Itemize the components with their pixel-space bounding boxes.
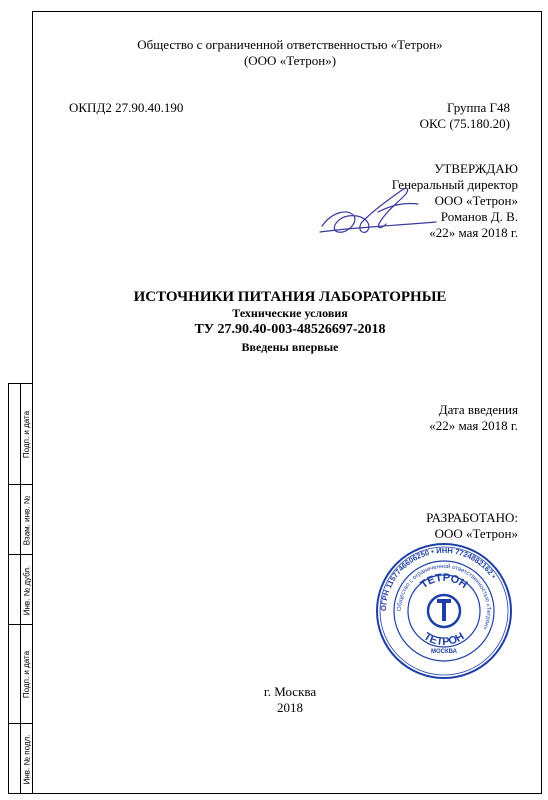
- side-label-signature-date-1: [21, 384, 33, 485]
- group-code: Группа Г48: [447, 100, 510, 115]
- document-number: ТУ 27.90.40-003-48526697-2018: [194, 322, 386, 337]
- intro-date-label: Дата введения: [438, 402, 518, 417]
- footer-city: г. Москва: [263, 684, 317, 699]
- footer-year: 2018: [277, 700, 303, 715]
- side-label-signature-date-2: [21, 625, 33, 724]
- org-name: Общество с ограниченной ответственностью «Тетрон»: [137, 37, 443, 52]
- seal-inner-text: Общество с ограниченной ответственностью «Тетрон»: [396, 563, 492, 631]
- seal-city: МОСКВА: [430, 649, 458, 655]
- document-title: ИСТОЧНИКИ ПИТАНИЯ ЛАБОРАТОРНЫЕ: [133, 289, 447, 305]
- side-label-duplicate: [21, 555, 33, 625]
- document-subtitle: Технические условия: [232, 306, 348, 320]
- approval-position: Генеральный директор: [391, 177, 518, 192]
- svg-text:ТЕТРОН: [418, 572, 469, 591]
- side-label-text: Подп. и дата: [22, 410, 32, 459]
- developed-org: ООО «Тетрон»: [434, 526, 518, 541]
- side-strip: [8, 383, 32, 794]
- signature-image: [318, 182, 438, 244]
- intro-date-value: «22» мая 2018 г.: [429, 418, 518, 433]
- developed-label: РАЗРАБОТАНО:: [426, 510, 518, 525]
- side-label-replacement: [21, 485, 33, 555]
- approval-name: Романов Д. В.: [440, 209, 518, 224]
- approval-date: «22» мая 2018 г.: [429, 225, 518, 240]
- side-label-text: Взам. инв. №: [22, 495, 32, 545]
- org-short-name: (ООО «Тетрон»): [243, 53, 337, 68]
- seal-center-bottom: ТЕТРОН: [421, 630, 467, 649]
- document-intro-note: Введены впервые: [241, 340, 339, 354]
- svg-text:ТЕТРОН: [422, 630, 467, 648]
- side-label-text: Подп. и дата: [22, 650, 32, 699]
- side-label-text: Инв. № подл.: [22, 734, 32, 785]
- company-seal: [374, 541, 514, 681]
- seal-center-top: ТЕТРОН: [418, 571, 470, 592]
- approval-title: УТВЕРЖДАЮ: [434, 161, 518, 176]
- side-label-text: Инв. № дубл.: [22, 565, 32, 615]
- seal-ring-text: ОГРН 1157746606250 • ИНН 7724882162 •: [378, 545, 499, 612]
- okpd-code: ОКПД2 27.90.40.190: [69, 100, 184, 115]
- side-label-original: [21, 724, 33, 795]
- oks-code: ОКС (75.180.20): [419, 116, 510, 131]
- approval-org: ООО «Тетрон»: [434, 193, 518, 208]
